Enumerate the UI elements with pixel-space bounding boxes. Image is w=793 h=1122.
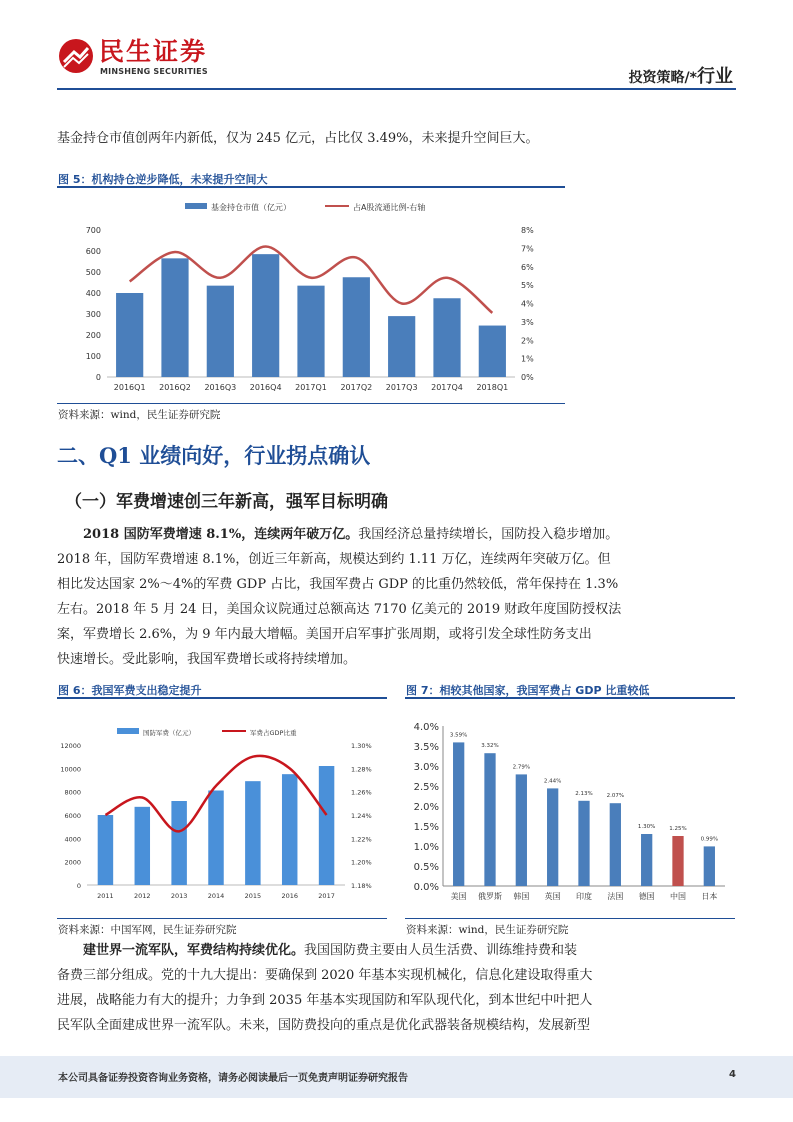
x-tick-label: 英国 xyxy=(544,892,561,901)
report-category xyxy=(629,62,733,88)
para1-line-5: 案，军费增长 2.6%，为 9 年内最大增幅。美国开启军事扩张周期，或将引发全球性防务支出 xyxy=(57,627,592,642)
x-tick-label: 2017Q2 xyxy=(340,383,373,392)
bar-2016Q3 xyxy=(207,286,234,377)
bar-2018Q1 xyxy=(479,326,506,377)
para2-line-2: 备费三部分组成。党的十九大提出：要确保到 2020 年基本实现机械化，信息化建设取得重大 xyxy=(57,968,593,983)
y-right-tick-label: 1.20% xyxy=(351,858,372,867)
para2-lead: 建世界一流军队，军费结构持续优化。 xyxy=(83,943,305,958)
data-label: 3.32% xyxy=(481,743,499,750)
y-tick-label: 1.0% xyxy=(413,842,439,853)
bar-2017Q4 xyxy=(433,298,460,377)
y-right-tick-label: 4% xyxy=(521,299,534,309)
fig6-chart xyxy=(57,710,387,915)
y-right-tick-label: 1.30% xyxy=(351,742,372,750)
x-tick-label: 日本 xyxy=(701,892,718,901)
y-left-tick-label: 2000 xyxy=(64,858,81,867)
fig7-source: 资料来源：wind，民生证券研究院 xyxy=(406,924,569,936)
para1-line-4: 左右。2018 年 5 月 24 日，美国众议院通过总额高达 7170 亿美元的 2019 财政年度国防授权法 xyxy=(57,602,622,617)
y-right-tick-label: 7% xyxy=(521,244,534,254)
fig6-top-rule xyxy=(57,697,387,699)
bar-中国 xyxy=(672,836,683,886)
army-structure-paragraph xyxy=(57,938,737,1038)
y-tick-label: 0.5% xyxy=(413,862,439,873)
header-divider xyxy=(57,88,736,90)
x-tick-label: 2017Q4 xyxy=(431,383,463,392)
para1-line-6: 快速增长。受此影响，我国军费增长或将持续增加。 xyxy=(57,652,357,667)
x-tick-label: 2016Q1 xyxy=(113,383,146,392)
y-right-tick-label: 5% xyxy=(521,281,534,291)
subsection-heading: （一）军费增速创三年新高，强军目标明确 xyxy=(65,492,388,512)
y-tick-label: 3.5% xyxy=(413,742,439,753)
x-tick-label: 德国 xyxy=(638,892,655,901)
x-tick-label: 2015 xyxy=(244,892,262,900)
y-right-tick-label: 1.22% xyxy=(351,835,372,844)
y-left-tick-label: 12000 xyxy=(60,742,81,750)
fig6-source: 资料来源：中国军网，民生证券研究院 xyxy=(58,924,237,936)
y-tick-label: 0.0% xyxy=(413,882,439,893)
y-left-tick-label: 400 xyxy=(85,289,101,298)
bar-2017Q1 xyxy=(297,286,324,377)
y-right-tick-label: 8% xyxy=(521,226,534,235)
para1-line-1: 2018 国防军费增速 8.1%，连续两年破万亿。我国经济总量持续增长，国防投入稳步增加。 xyxy=(83,527,619,542)
y-left-tick-label: 4000 xyxy=(64,835,81,844)
y-left-tick-label: 300 xyxy=(85,310,101,319)
y-left-tick-label: 0 xyxy=(76,882,81,890)
data-label: 1.25% xyxy=(669,826,687,832)
para2-line-1: 建世界一流军队，军费结构持续优化。我国国防费主要由人员生活费、训练维持费和装 xyxy=(83,943,578,958)
category-prefix: 投资策略/* xyxy=(628,70,697,86)
fig7-title: 图 7：相较其他国家，我国军费占 GDP 比重较低 xyxy=(406,684,650,697)
footer-disclaimer: 本公司具备证券投资咨询业务资格，请务必阅读最后一页免责声明证券研究报告 xyxy=(58,1073,408,1084)
y-right-tick-label: 6% xyxy=(521,262,534,272)
x-tick-label: 韩国 xyxy=(513,892,530,901)
bar-韩国 xyxy=(516,774,527,886)
bar-美国 xyxy=(453,742,464,886)
x-tick-label: 中国 xyxy=(670,892,686,901)
x-tick-label: 俄罗斯 xyxy=(478,892,502,901)
x-tick-label: 法国 xyxy=(607,892,624,901)
fig7-top-rule xyxy=(405,697,735,699)
intro-paragraph: 基金持仓市值创两年内新低，仅为 245 亿元，占比仅 3.49%，未来提升空间巨大。 xyxy=(57,131,539,146)
y-right-tick-label: 0% xyxy=(521,373,534,382)
x-tick-label: 2017Q1 xyxy=(295,383,327,392)
bar-印度 xyxy=(578,801,589,886)
y-right-tick-label: 1.18% xyxy=(351,882,372,890)
y-tick-label: 4.0% xyxy=(413,722,439,733)
legend-bar-label: 基金持仓市值（亿元） xyxy=(211,203,291,212)
fig5-top-rule xyxy=(57,186,565,188)
bar-2016Q2 xyxy=(161,258,188,377)
y-right-tick-label: 1.26% xyxy=(351,788,372,797)
y-left-tick-label: 700 xyxy=(85,226,101,235)
bar-2015 xyxy=(245,781,260,885)
data-label: 0.99% xyxy=(700,836,719,843)
y-right-tick-label: 3% xyxy=(521,317,534,327)
y-left-tick-label: 10000 xyxy=(60,765,81,774)
bar-2011 xyxy=(98,815,113,885)
data-label: 2.44% xyxy=(543,778,562,785)
legend-bar-swatch xyxy=(117,728,139,734)
legend-line-label: 军费占GDP比重 xyxy=(250,729,297,737)
x-tick-label: 印度 xyxy=(576,892,592,901)
x-tick-label: 美国 xyxy=(450,892,467,901)
logo-chinese-name: 民生证券 xyxy=(99,37,208,66)
y-left-tick-label: 200 xyxy=(85,331,101,340)
bar-2014 xyxy=(208,791,223,886)
x-tick-label: 2016Q2 xyxy=(159,383,191,392)
x-tick-label: 2016Q3 xyxy=(204,383,237,392)
y-left-tick-label: 600 xyxy=(85,247,101,256)
bar-2017Q3 xyxy=(388,316,415,377)
y-left-tick-label: 8000 xyxy=(64,788,81,797)
fig6-bottom-rule xyxy=(57,918,387,919)
para1-lead: 2018 国防军费增速 8.1%，连续两年破万亿。 xyxy=(83,527,359,542)
y-tick-label: 3.0% xyxy=(413,762,439,773)
x-tick-label: 2016 xyxy=(281,892,298,900)
y-right-tick-label: 2% xyxy=(521,336,534,346)
bar-2016 xyxy=(282,774,297,885)
fig6-title: 图 6：我国军费支出稳定提升 xyxy=(58,684,202,697)
x-tick-label: 2013 xyxy=(170,892,188,900)
y-tick-label: 2.5% xyxy=(413,782,439,793)
y-left-tick-label: 0 xyxy=(95,373,101,382)
x-tick-label: 2018Q1 xyxy=(476,383,509,392)
data-label: 2.13% xyxy=(575,790,593,797)
bar-德国 xyxy=(641,834,652,886)
y-right-tick-label: 1.24% xyxy=(351,812,372,820)
y-right-tick-label: 1.28% xyxy=(351,765,372,774)
y-left-tick-label: 500 xyxy=(85,268,101,277)
data-label: 1.30% xyxy=(637,824,656,830)
page-number: 4 xyxy=(729,1069,736,1080)
bar-2013 xyxy=(171,801,186,885)
logo-english-name: MINSHENG SECURITIES xyxy=(100,67,208,76)
fig5-title: 图 5：机构持仓逆步降低，未来提升空间大 xyxy=(58,173,268,186)
bar-法国 xyxy=(610,803,621,886)
y-left-tick-label: 6000 xyxy=(64,812,81,820)
bar-日本 xyxy=(704,846,715,886)
legend-bar-swatch xyxy=(185,203,207,209)
x-tick-label: 2012 xyxy=(134,892,151,900)
category-suffix: 行业 xyxy=(697,66,733,87)
fig5-bottom-rule xyxy=(57,403,565,404)
fig7-chart xyxy=(405,710,735,915)
para1-line-2: 2018 年，国防军费增速 8.1%，创近三年新高，规模达到约 1.11 万亿，连续两年突破万亿。但 xyxy=(57,552,611,567)
x-tick-label: 2017Q3 xyxy=(385,383,418,392)
bar-英国 xyxy=(547,788,558,886)
y-right-tick-label: 1% xyxy=(521,354,534,364)
bar-2016Q1 xyxy=(116,293,143,377)
bar-俄罗斯 xyxy=(484,753,495,886)
x-tick-label: 2017 xyxy=(318,892,335,900)
bar-2012 xyxy=(135,807,150,885)
fig5-chart xyxy=(57,190,565,402)
para2-line-3: 进展，战略能力有大的提升；力争到 2035 年基本实现国防和军队现代化，到本世纪中叶把人 xyxy=(57,993,593,1008)
fig5-source: 资料来源：wind，民生证券研究院 xyxy=(58,409,221,421)
bar-2017Q2 xyxy=(343,277,370,377)
para2-line-4: 民军队全面建成世界一流军队。未来，国防费投向的重点是优化武器装备规模结构，发展新型 xyxy=(57,1018,591,1033)
military-budget-paragraph xyxy=(57,522,737,672)
legend-line-label: 占A股流通比例-右轴 xyxy=(353,203,426,212)
fig7-bottom-rule xyxy=(405,918,735,919)
x-tick-label: 2011 xyxy=(97,892,114,900)
y-left-tick-label: 100 xyxy=(85,352,101,361)
x-tick-label: 2016Q4 xyxy=(249,383,282,392)
data-label: 2.79% xyxy=(512,764,531,771)
legend-bar-label: 国防军费（亿元） xyxy=(143,729,195,737)
data-label: 2.07% xyxy=(606,793,625,800)
para1-line-3: 相比发达国家 2%～4%的军费 GDP 占比，我国军费占 GDP 的比重仍然较低，常年保持在 1.3% xyxy=(57,577,619,592)
data-label: 3.59% xyxy=(449,732,468,739)
minsheng-logo-icon xyxy=(58,38,94,74)
y-tick-label: 1.5% xyxy=(413,822,439,833)
bar-2016Q4 xyxy=(252,254,279,377)
bar-2017 xyxy=(319,766,334,885)
section-heading: 二、Q1 业绩向好，行业拐点确认 xyxy=(57,443,371,468)
x-tick-label: 2014 xyxy=(207,892,225,900)
y-tick-label: 2.0% xyxy=(413,802,439,813)
